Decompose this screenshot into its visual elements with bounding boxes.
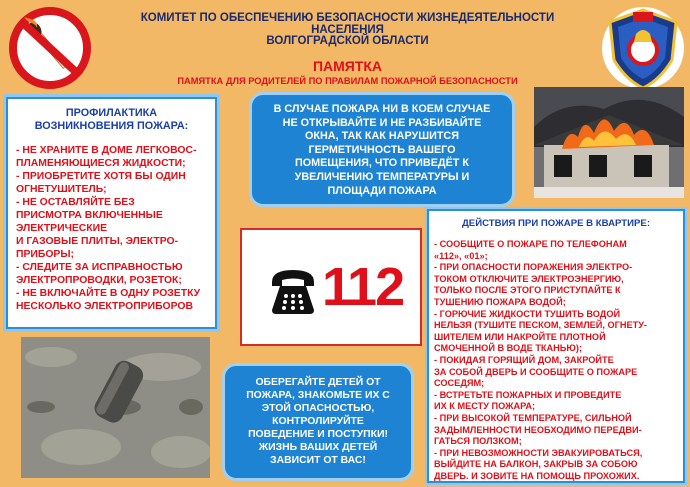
- actions-body: - СООБЩИТЕ О ПОЖАРЕ ПО ТЕЛЕФОНАМ «112», «01»; - ПРИ ОПАСНОСТИ ПОРАЖЕНИЯ ЭЛЕКТРО- ТОКОМ ОТКЛЮЧИТЕ ЭЛЕКТРОЭНЕРГИЮ, ТОЛЬКО ПОСЛЕ ЭТОГО ПРИСТУПАЙТЕ К ТУШЕНИЮ ПОЖАРА ВОДОЙ; - ГОРЮЧИЕ ЖИДКОСТИ ТУШИТЬ ВОДОЙ НЕЛЬЗЯ (ТУШИТЕ ПЕСКОМ, ЗЕМЛЕЙ, ОГНЕТУ- ШИТЕЛЕМ ИЛИ НАКРОЙТЕ ПЛОТНОЙ СМОЧЕННОЙ В ВОДЕ ТКАНЬЮ); - ПОКИДАЯ ГОРЯЩИЙ ДОМ, ЗАКРОЙТЕ ЗА СОБОЙ ДВЕРЬ И СООБЩИТЕ О ПОЖАРЕ СОСЕДЯМ; - ВСТРЕТЬТЕ ПОЖАРНЫХ И ПРОВЕДИТЕ ИХ К МЕСТУ ПОЖАРА; - ПРИ ВЫСОКОЙ ТЕМПЕРАТУРЕ, СИЛЬНОЙ ЗАДЫМЛЕННОСТИ НЕОБХОДИМО ПЕРЕДВИ- ГАТЬСЯ ПОЛЗКОМ; - ПРИ НЕВОЗМОЖНОСТИ ЭВАКУИРОВАТЬСЯ, ВЫЙДИТЕ НА БАЛКОН, ЗАКРЫВ ЗА СОБОЮ ДВЕРЬ. И ЗОВИТЕ НА ПОМОЩЬ ПРОХОЖИХ.: [434, 239, 647, 481]
- emergency-number-box: [240, 228, 422, 346]
- fire-actions-panel: [427, 209, 685, 483]
- page-subtitle: ПАМЯТКА ДЛЯ РОДИТЕЛЕЙ ПО ПРАВИЛАМ ПОЖАРНОЙ БЕЗОПАСНОСТИ: [177, 76, 518, 86]
- prevention-panel: [6, 97, 217, 329]
- prevention-title: [16, 107, 207, 133]
- page-title: ПАМЯТКА: [312, 58, 383, 74]
- protect-children-panel: ОБЕРЕГАЙТЕ ДЕТЕЙ ОТ ПОЖАРА, ЗНАКОМЬТЕ ИХ С ЭТОЙ ОПАСНОСТЬЮ, КОНТРОЛИРУЙТЕ ПОВЕДЕНИЕ И ПОСТУПКИ! ЖИЗНЬ ВАШИХ ДЕТЕЙ ЗАВИСИТ ОТ ВАС!: [222, 363, 414, 481]
- burning-house-photo: [534, 87, 684, 198]
- org-name-line1: КОМИТЕТ ПО ОБЕСПЕЧЕНИЮ БЕЗОПАСНОСТИ ЖИЗНЕДЕЯТЕЛЬНОСТИ НАСЕЛЕНИЯ: [140, 12, 555, 36]
- org-name-line2: ВОЛГОГРАДСКОЙ ОБЛАСТИ: [266, 35, 429, 47]
- prevention-body: - НЕ ХРАНИТЕ В ДОМЕ ЛЕГКОВОС- ПЛАМЕНЯЮЩИЕСЯ ЖИДКОСТИ; - ПРИОБРЕТИТЕ ХОТЯ БЫ ОДИН ОГНЕТУШИТЕЛЬ; - НЕ ОСТАВЛЯЙТЕ БЕЗ ПРИСМОТРА ВКЛЮЧЕННЫЕ ЭЛЕКТРИЧЕСКИЕ И ГАЗОВЫЕ ПЛИТЫ, ЭЛЕКТРО- ПРИБОРЫ; - СЛЕДИТЕ ЗА ИСПРАВНОСТЬЮ ЭЛЕКТРОПРОВОДКИ, РОЗЕТОК; - НЕ ВКЛЮЧАЙТЕ В ОДНУ РОЗЕТКУ НЕСКОЛЬКО ЭЛЕКТРОПРИБОРОВ: [16, 145, 201, 312]
- telephone-icon: [268, 264, 318, 316]
- emergency-number: 112: [322, 257, 404, 317]
- window-warning-panel: В СЛУЧАЕ ПОЖАРА НИ В КОЕМ СЛУЧАЕ НЕ ОТКРЫВАЙТЕ И НЕ РАЗБИВАЙТЕ ОКНА, ТАК КАК НАРУШИТСЯ ГЕРМЕТИЧНОСТЬ ВАШЕГО ПОМЕЩЕНИЯ, ЧТО ПРИВЕДЁТ К УВЕЛИЧЕНИЮ ТЕМПЕРАТУРЫ И ПЛОЩАДИ ПОЖАРА: [249, 92, 515, 207]
- actions-title: ДЕЙСТВИЯ ПРИ ПОЖАРЕ В КВАРТИРЕ:: [461, 218, 651, 229]
- prevention-title-line1: ПРОФИЛАКТИКА: [65, 107, 158, 119]
- emblem-icon: [600, 4, 686, 92]
- no-matches-icon: [6, 4, 94, 92]
- burnt-object-photo: [21, 337, 210, 478]
- prevention-title-line2: ВОЗНИКНОВЕНИЯ ПОЖАРА:: [34, 120, 189, 132]
